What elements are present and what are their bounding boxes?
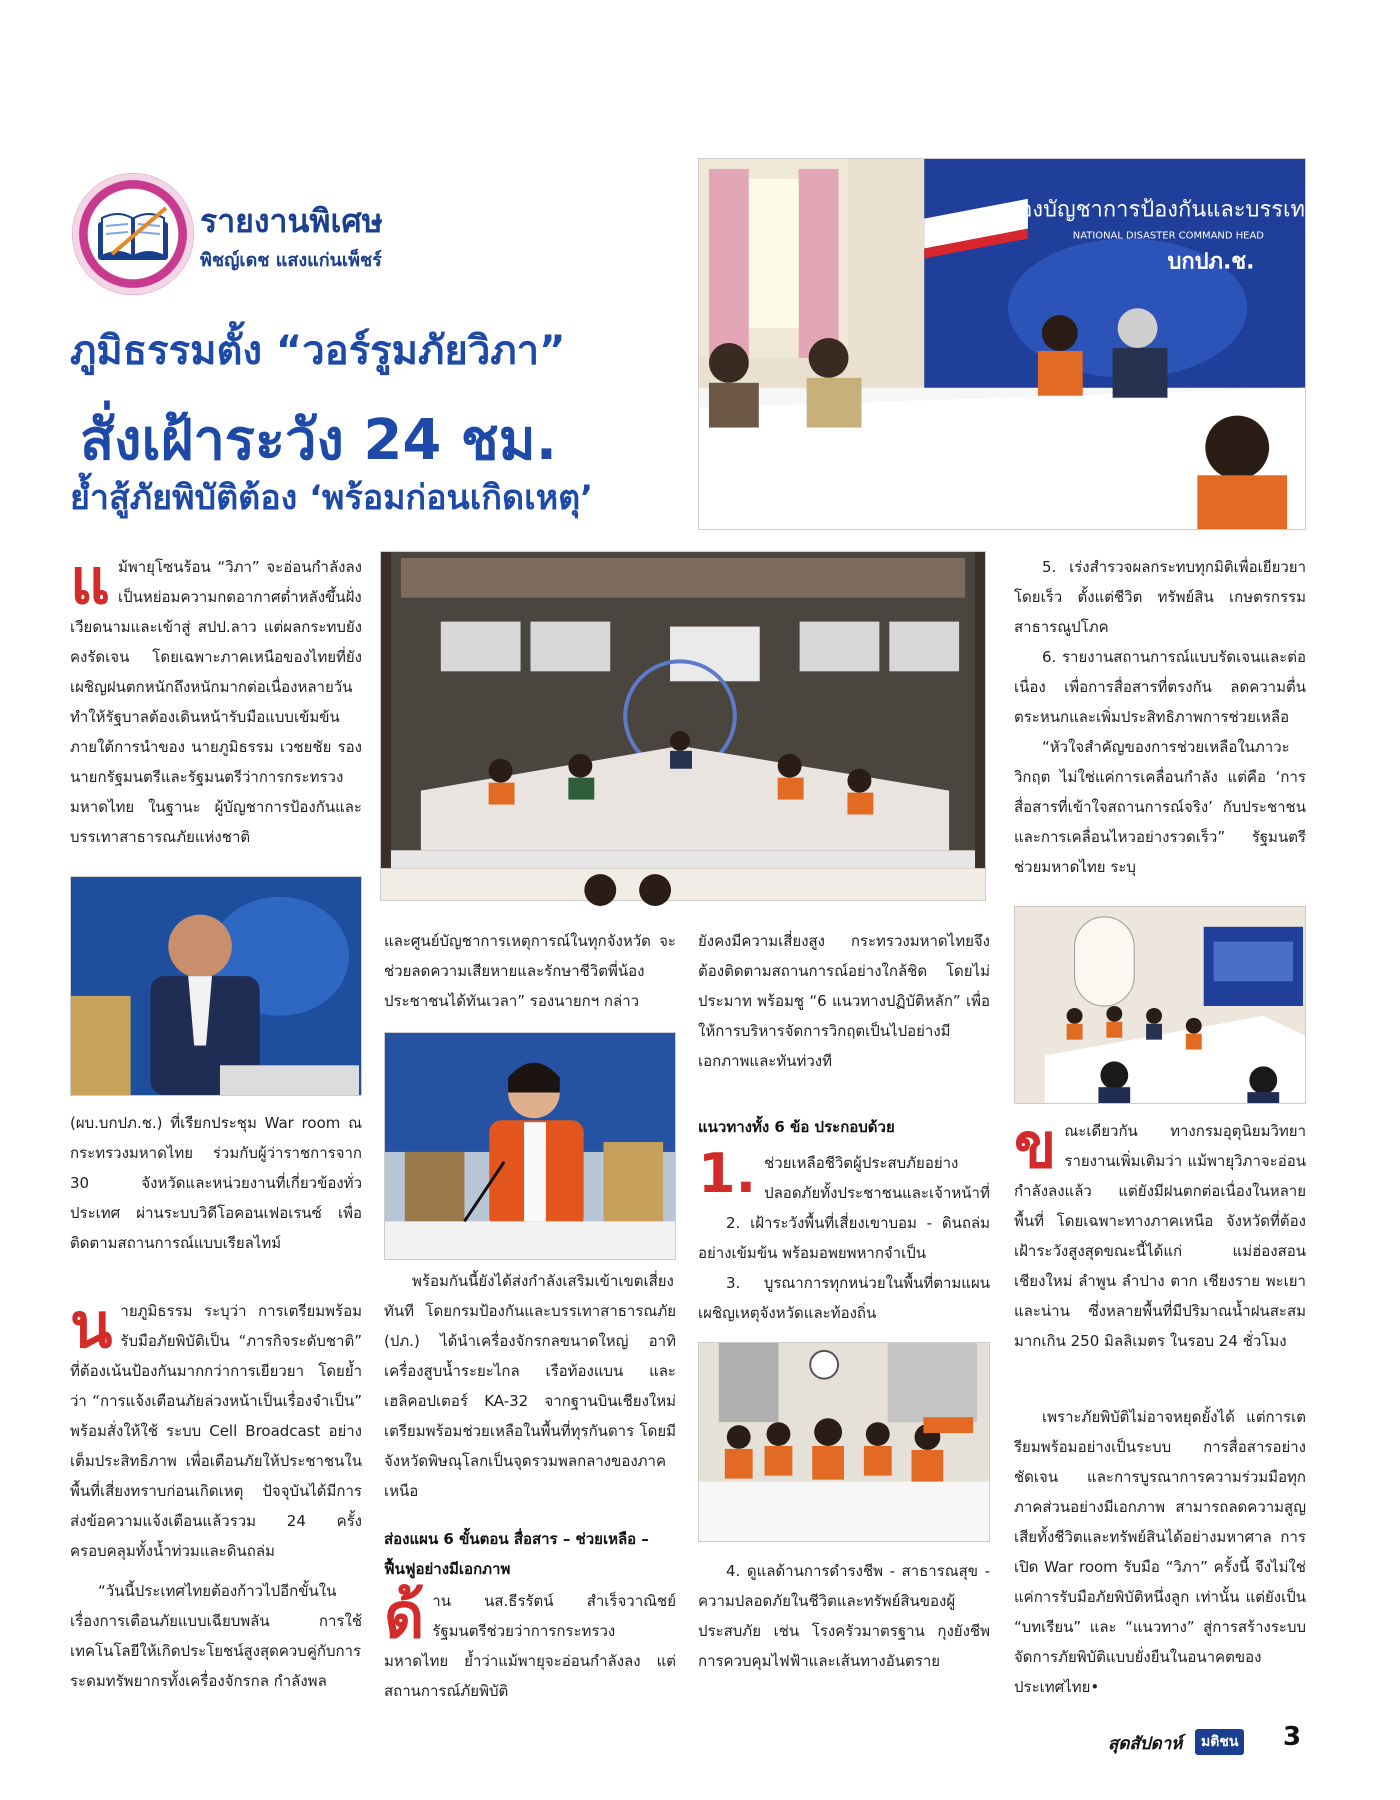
footer-logo: มติชน [1195,1729,1244,1755]
photo-deputy-pm [70,876,362,1096]
col1-para-4: “วันนี้ประเทศไทยต้องก้าวไปอีกขั้นในเรื่องการเตือนภัยแบบเฉียบพลัน การใช้เทคโนโลยีให้เกิดประโยชน์สูงสุดควบคู่กับการระดมทรัพยากรทั้งเครื่องจักรกล กำลังพล [70,1582,362,1690]
col3-item-2: 2. เฝ้าระวังพื้นที่เสี่ยงเขาบอม - ดินถล่มอย่างเข้มข้น พร้อมอพยพหากจำเป็น [698,1214,990,1262]
col3-item-4: 4. ดูแลด้านการดำรงชีพ - สาธารณสุข - ความปลอดภัยในชีวิตและทรัพย์สินของผู้ประสบภัย เช่น โรงครัวมาตรฐาน กุงยังชีพ การควบคุมไฟฟ้าและเส้นทางอันตราย [698,1562,990,1670]
col4-para-3: เพราะภัยพิบัติไม่อาจหยุดยั้งได้ แต่การเตรียมพร้อมอย่างเป็นระบบ การสื่อสารอย่างชัดเจน และการบูรณาการความร่วมมือทุกภาคส่วนอย่างมีเอกภาพ สามารถลดความสูญเสียทั้งชีวิตและทรัพย์สินได้อย่างมหาศาล การเปิด War room รับมือ “วิภา” ครั้งนี้ จึงไม่ใช่แค่การรับมือภัยพิบัติหนึ่งลูก เท่านั้น แต่ยังเป็น “บทเรียน” และ “แนวทาง” สู่การสร้างระบบจัดการภัยพิบัติแบบยั่งยืนในอนาคตของประเทศไทย• [1014,1408,1306,1696]
headline-line-1: ภูมิธรรมตั้ง “วอร์รูมภัยวิภา” [70,328,566,374]
col3-subhead: แนวทางทั้ง 6 ข้อ ประกอบด้วย [698,1118,895,1136]
photo-command-room [698,158,1343,530]
headline-line-3: ย้ำสู้ภัยพิบัติต้อง ‘พร้อมก่อนเกิดเหตุ’ [70,478,594,518]
col2-para-1: และศูนย์บัญชาการเหตุการณ์ในทุกจังหวัด จะช่วยลดความเสียหายและรักษาชีวิตพี่น้องประชาชนได้ทันเวลา” รองนายกฯ กล่าว [384,932,676,1010]
col4-item-6: 6. รายงานสถานการณ์แบบรัดเจนและต่อเนื่อง เพื่อการสื่อสารที่ตรงกัน ลดความตื่นตระหนกและเพิ่มประสิทธิภาพการช่วยเหลือ [1014,648,1306,726]
photo-officials-meeting [698,1342,990,1542]
col3-item-1 [698,1142,990,1208]
banner-text-2: NATIONAL DISASTER COMMAND HEAD [1072,230,1264,242]
col2-p3-text: าน นส.ธีรรัตน์ สำเร็จวาณิชย์ รัฐมนตรีช่วยว่าการกระทรวงมหาดไทย ย้ำว่าแม้พายุจะอ่อนกำลังลง แต่สถานการณ์ภัยพิบัติ [384,1592,676,1700]
banner-text-3: บกปภ.ช. [1167,249,1255,275]
col2-para-3 [384,1579,676,1706]
item-1-text: ช่วยเหลือชีวิตผู้ประสบภัยอย่างปลอดภัยทั้งประชาชนและเจ้าหน้าที่ [764,1154,990,1202]
dropcap-3: ด้ [384,1579,425,1652]
col1-para-2: (ผบ.บกปภ.ช.) ที่เรียกประชุม War room ณ กระทรวงมหาดไทย ร่วมกับผู้ว่าราชการจาก 30 จังหวัดและหน่วยงานที่เกี่ยวข้องทั่วประเทศ ผ่านระบบวิดีโอคอนเฟอเรนซ์ เพื่อติดตามสถานการณ์แบบเรียลไทม์ [70,1114,362,1252]
page-number: 3 [1283,1722,1302,1752]
col2-para-2: พร้อมกันนี้ยังได้ส่งกำลังเสริมเข้าเขตเสี่ยงทันที โดยกรมป้องกันและบรรเทาสาธารณภัย (ปภ.) ได้นำเครื่องจักรกลขนาดใหญ่ อาทิ เครื่องสูบน้ำระยะไกล เรือท้องแบน และเฮลิคอปเตอร์ KA-32 จากฐานบินเชียงใหม่ เตรียมพร้อมช่วยเหลือในพื้นที่ทุรกันดาร โดยมีจังหวัดพิษณุโลกเป็นจุดรวมพลกลางของภาคเหนือ [384,1272,676,1500]
col4-para-2 [1014,1109,1306,1356]
col3-item-3: 3. บูรณาการทุกหน่วยในพื้นที่ตามแผนเผชิญเหตุจังหวัดและท้องถิ่น [698,1274,990,1322]
section-badge-icon [72,173,194,295]
col2-subhead: ส่องแผน 6 ขั้นตอน สื่อสาร – ช่วยเหลือ – ฟื้นฟูอย่างมีเอกภาพ [384,1530,649,1578]
col1-para-3 [70,1289,362,1566]
footer-brand: สุดสัปดาห์ [1108,1734,1183,1754]
col4-p2-text: ณะเดียวกัน ทางกรมอุตุนิยมวิทยารายงานเพิ่มเติมว่า แม้พายุวิภาจะอ่อนกำลังลงแล้ว แต่ยังมีฝนตกต่อเนื่องในหลายพื้นที่ โดยเฉพาะทางภาคเหนือ จังหวัดที่ต้องเฝ้าระวังสูงสุดขณะนี้ได้แก่ แม่ฮ่องสอน เชียงใหม่ ลำพูน ลำปาง ตาก เชียงราย พะเยา และน่าน ซึ่งหลายพื้นที่มีปริมาณน้ำฝนสะสมมากเกิน 250 มิลลิเมตร ในรอบ 24 ชั่วโมง [1014,1122,1306,1350]
col4-item-5: 5. เร่งสำรวจผลกระทบทุกมิติเพื่อเยียวยาโดยเร็ว ตั้งแต่ชีวิต ทรัพย์สิน เกษตรกรรม สาธารณูปโภค [1014,558,1306,636]
photo-deputy-minister [384,1032,676,1260]
col4-quote: “หัวใจสำคัญของการช่วยเหลือในภาวะวิกฤต ไม่ใช่แค่การเคลื่อนกำลัง แต่คือ ‘การสื่อสารที่เข้าใจสถานการณ์จริง’ กับประชาชน และการเคลื่อนไหวอย่างรวดเร็ว” รัฐมนตรีช่วยมหาดไทย ระบุ [1014,738,1306,876]
photo-conference-room [1014,906,1306,1104]
item-1-number: 1. [698,1142,757,1205]
headline-line-2: สั่งเฝ้าระวัง 24 ชม. [80,408,557,473]
col1-p3-text: ายภูมิธรรม ระบุว่า การเตรียมพร้อมรับมือภัยพิบัติเป็น “ภารกิจระดับชาติ” ที่ต้องเน้นป้องกันมากกว่าการเยียวยา โดยย้ำว่า “การแจ้งเตือนภัยล่วงหน้าเป็นเรื่องจำเป็น” พร้อมสั่งให้ใช้ ระบบ Cell Broadcast อย่างเต็มประสิทธิภาพ เพื่อเตือนภัยให้ประชาชนในพื้นที่เสี่ยงทราบก่อนเกิดเหตุ ปัจจุบันได้มีการส่งข้อความแจ้งเตือนแล้วรวม 24 ครั้ง ครอบคลุมทั้งน้ำท่วมและดินถล่ม [70,1302,362,1560]
byline: พิชญ์เดช แสงแก่นเพ็ชร์ [200,250,382,271]
photo-video-conference [380,551,986,901]
dropcap-1: แ [70,545,110,618]
col1-p1-text: ม้พายุโซนร้อน “วิภา” จะอ่อนกำลังลงเป็นหย่อมความกดอากาศต่ำหลังขึ้นฝั่งเวียดนามและเข้าสู่ สปป.ลาว แต่ผลกระทบยังคงรัดเจน โดยเฉพาะภาคเหนือของไทยที่ยังเผชิญฝนตกหนักถึงหนักมากต่อเนื่องหลายวัน ทำให้รัฐบาลต้องเดินหน้ารับมือแบบเข้มข้น ภายใต้การนำของ นายภูมิธรรม เวชยชัย รองนายกรัฐมนตรีและรัฐมนตรีว่าการกระทรวงมหาดไทย ในฐานะ ผู้บัญชาการป้องกันและบรรเทาสาธารณภัยแห่งชาติ [70,558,362,846]
col1-para-1 [70,545,362,852]
section-label: รายงานพิเศษ [200,202,383,240]
dropcap-4: ข [1014,1109,1057,1182]
col3-para-1: ยังคงมีความเสี่ยงสูง กระทรวงมหาดไทยจึงต้องติดตามสถานการณ์อย่างใกล้ชิด โดยไม่ประมาท พร้อมชู “6 แนวทางปฏิบัติหลัก” เพื่อให้การบริหารจัดการวิกฤตเป็นไปอย่างมีเอกภาพและทันท่วงที [698,932,990,1070]
dropcap-2: น [70,1289,113,1362]
banner-text-1: กองบัญชาการป้องกันและบรรเทาสา [1005,197,1343,223]
